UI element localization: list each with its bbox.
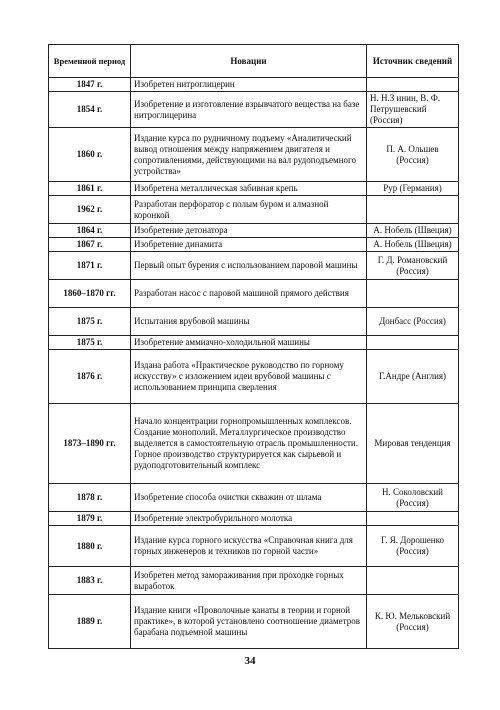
table-row	[49, 252, 459, 280]
source-cell	[367, 512, 459, 526]
source-cell	[367, 78, 459, 92]
table-row	[49, 280, 459, 308]
period-cell: 1889 г.	[49, 595, 131, 649]
period-cell: 1876 г.	[49, 350, 131, 404]
innovation-cell: Начало концентрации горнопромышленных комплексов. Создание монополий. Металлургическое производство выделяется в самостоятельную отрасль промышленности. Горное производство структурируется как сырьевой и рудоподготовительный комплекс	[131, 404, 367, 484]
period-cell: 1867 г.	[49, 238, 131, 252]
period-cell: 1875 г.	[49, 336, 131, 350]
innovation-cell: Изобретение динамита	[131, 238, 367, 252]
source-cell	[367, 196, 459, 224]
table-row	[49, 350, 459, 404]
source-cell: П. А. Ольшев (Россия)	[367, 128, 459, 182]
innovation-cell: Изобретение и изготовление взрывчатого вещества на базе нитроглицерина	[131, 92, 367, 128]
table-row	[49, 404, 459, 484]
table-row	[49, 92, 459, 128]
header-sources: Источник сведений	[367, 45, 459, 78]
source-cell: Г. Я. Дорошенко (Россия)	[367, 526, 459, 567]
source-cell: Н. Соколовский (Россия)	[367, 484, 459, 512]
table-row	[49, 484, 459, 512]
header-period: Временной период	[49, 45, 131, 78]
table-row	[49, 182, 459, 196]
innovation-cell: Изобретен метод замораживания при проходке горных выработок	[131, 567, 367, 595]
source-cell: Г. Д. Романовский (Россия)	[367, 252, 459, 280]
innovation-cell: Изобретение электробурильного молотка	[131, 512, 367, 526]
period-cell: 1847 г.	[49, 78, 131, 92]
source-cell: А. Нобель (Швеция)	[367, 224, 459, 238]
innovation-cell: Издание книги «Проволочные канаты в теории и горной практике», в которой установлено соотношение диаметров барабана подъемной машины	[131, 595, 367, 649]
period-cell: 1880 г.	[49, 526, 131, 567]
header-innovations: Новации	[131, 45, 367, 78]
table-row	[49, 336, 459, 350]
innovations-table	[48, 44, 459, 649]
table-row	[49, 196, 459, 224]
table-row	[49, 238, 459, 252]
innovation-cell: Изобретение детонатора	[131, 224, 367, 238]
table-header-row	[49, 45, 459, 78]
period-cell: 1860 г.	[49, 128, 131, 182]
source-cell: А. Нобель (Швеция)	[367, 238, 459, 252]
source-cell: К. Ю. Мельковский (Россия)	[367, 595, 459, 649]
table-row	[49, 595, 459, 649]
innovation-cell: Разработан перфоратор с полым буром и алмазной коронкой	[131, 196, 367, 224]
source-cell: Н. Н.З инин, В. Ф. Петрушевский (Россия)	[367, 92, 459, 128]
page-number: 34	[244, 655, 256, 667]
period-cell: 1864 г.	[49, 224, 131, 238]
period-cell: 1878 г.	[49, 484, 131, 512]
table-row	[49, 512, 459, 526]
innovation-cell: Изобретение аммиачно-холодильной машины	[131, 336, 367, 350]
period-cell: 1871 г.	[49, 252, 131, 280]
innovation-cell: Издание курса горного искусства «Справочная книга для горных инженеров и техников по горной части»	[131, 526, 367, 567]
innovation-cell: Изобретение способа очистки скважин от шлама	[131, 484, 367, 512]
source-cell: Рур (Германия)	[367, 182, 459, 196]
source-cell: Мировая тенденция	[367, 404, 459, 484]
innovation-cell: Издана работа «Практическое руководство по горному искусству» с изложением идеи врубовой машины с использованием принципа сверления	[131, 350, 367, 404]
innovation-cell: Разработан насос с паровой машиной прямого действия	[131, 280, 367, 308]
period-cell: 1860–1870 гг.	[49, 280, 131, 308]
period-cell: 1873–1890 гг.	[49, 404, 131, 484]
source-cell: Донбасс (Россия)	[367, 308, 459, 336]
innovation-cell: Изобретена металлическая забивная крепь	[131, 182, 367, 196]
innovation-cell: Испытания врубовой машины	[131, 308, 367, 336]
table-row	[49, 308, 459, 336]
period-cell: 1861 г.	[49, 182, 131, 196]
table-row	[49, 224, 459, 238]
period-cell: 1875 г.	[49, 308, 131, 336]
period-cell: 1854 г.	[49, 92, 131, 128]
source-cell: Г.Андре (Англия)	[367, 350, 459, 404]
table-row	[49, 567, 459, 595]
table-row	[49, 128, 459, 182]
period-cell: 1962 г.	[49, 196, 131, 224]
source-cell	[367, 280, 459, 308]
period-cell: 1883 г.	[49, 567, 131, 595]
table-row	[49, 78, 459, 92]
source-cell	[367, 336, 459, 350]
innovation-cell: Первый опыт бурения с использованием паровой машины	[131, 252, 367, 280]
innovation-cell: Изобретен нитроглицерин	[131, 78, 367, 92]
source-cell	[367, 567, 459, 595]
table-row	[49, 526, 459, 567]
period-cell: 1879 г.	[49, 512, 131, 526]
innovation-cell: Издание курса по рудничному подъему «Аналитический вывод отношения между напряжением двигателя и сопротивлениями, действующими на вал рудоподъемного устройства»	[131, 128, 367, 182]
